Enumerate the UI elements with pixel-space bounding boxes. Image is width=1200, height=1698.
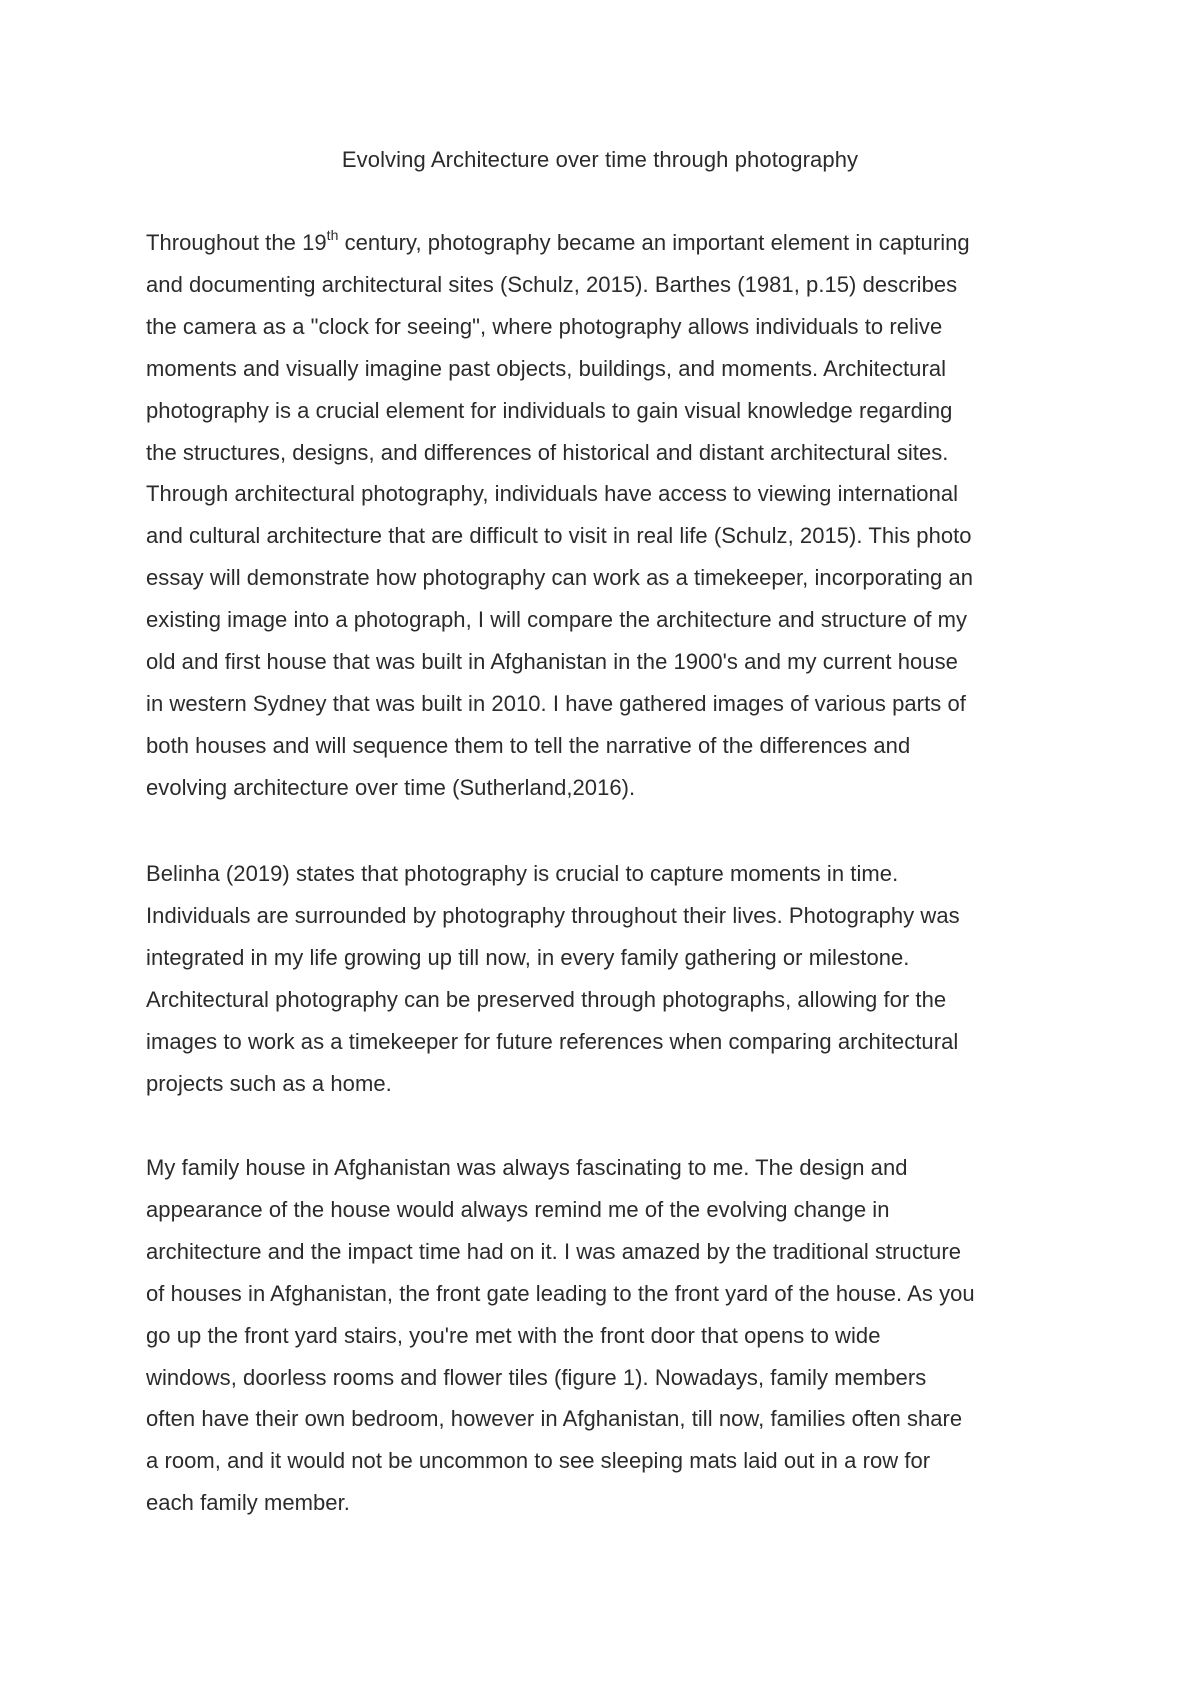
paragraph-line: integrated in my life growing up till now, in every family gathering or milestone. — [146, 944, 910, 970]
paragraph-line: of houses in Afghanistan, the front gate leading to the front yard of the house. As you — [146, 1280, 975, 1306]
document-title: Evolving Architecture over time through photography — [341, 147, 859, 172]
paragraph-line: and cultural architecture that are difficult to visit in real life (Schulz, 2015). This photo — [146, 523, 972, 549]
paragraph-2 — [146, 853, 1066, 1104]
paragraph-line: existing image into a photograph, I will compare the architecture and structure of my — [146, 607, 968, 633]
line-text-before-superscript: Throughout the 19 — [146, 230, 327, 255]
paragraph-line — [146, 222, 1066, 264]
paragraph-line: moments and visually imagine past objects, buildings, and moments. Architectural — [146, 355, 947, 381]
paragraph-line: Through architectural photography, individuals have access to viewing international — [146, 481, 959, 507]
paragraph-line: architecture and the impact time had on it. I was amazed by the traditional structure — [146, 1238, 961, 1264]
paragraph-line: Individuals are surrounded by photography throughout their lives. Photography was — [146, 902, 960, 928]
line-text-after-superscript: century, photography became an important element in capturing — [338, 230, 970, 255]
paragraph-line: and documenting architectural sites (Schulz, 2015). Barthes (1981, p.15) describes — [146, 271, 958, 297]
paragraph-line: a room, and it would not be uncommon to see sleeping mats laid out in a row for — [146, 1448, 931, 1474]
superscript-ordinal: th — [326, 226, 339, 243]
paragraph-line: projects such as a home. — [146, 1070, 392, 1096]
paragraph-line: essay will demonstrate how photography can work as a timekeeper, incorporating an — [146, 565, 974, 591]
paragraph-line: windows, doorless rooms and flower tiles (figure 1). Nowadays, family members — [146, 1364, 927, 1390]
paragraph-line: photography is a crucial element for individuals to gain visual knowledge regarding — [146, 397, 953, 423]
paragraph-line: images to work as a timekeeper for future references when comparing architectural — [146, 1028, 959, 1054]
paragraph-line: old and first house that was built in Afghanistan in the 1900's and my current house — [146, 649, 958, 675]
paragraph-3 — [146, 1147, 1066, 1524]
paragraph-line: the camera as a "clock for seeing", where photography allows individuals to relive — [146, 313, 943, 339]
paragraph-line: evolving architecture over time (Sutherland,2016). — [146, 774, 636, 800]
paragraph-line: go up the front yard stairs, you're met with the front door that opens to wide — [146, 1322, 881, 1348]
paragraph-line: Belinha (2019) states that photography is crucial to capture moments in time. — [146, 861, 899, 886]
paragraph-line: the structures, designs, and differences of historical and distant architectural sites. — [146, 439, 949, 465]
paragraph-1 — [146, 222, 1066, 809]
paragraph-line: Architectural photography can be preserved through photographs, allowing for the — [146, 986, 947, 1012]
paragraph-line: both houses and will sequence them to tell the narrative of the differences and — [146, 732, 911, 758]
paragraph-line: often have their own bedroom, however in Afghanistan, till now, families often share — [146, 1406, 963, 1432]
paragraph-line: in western Sydney that was built in 2010. I have gathered images of various parts of — [146, 690, 966, 716]
paragraph-line: My family house in Afghanistan was always fascinating to me. The design and — [146, 1155, 908, 1180]
paragraph-line: appearance of the house would always remind me of the evolving change in — [146, 1196, 890, 1222]
paragraph-line: each family member. — [146, 1490, 350, 1516]
